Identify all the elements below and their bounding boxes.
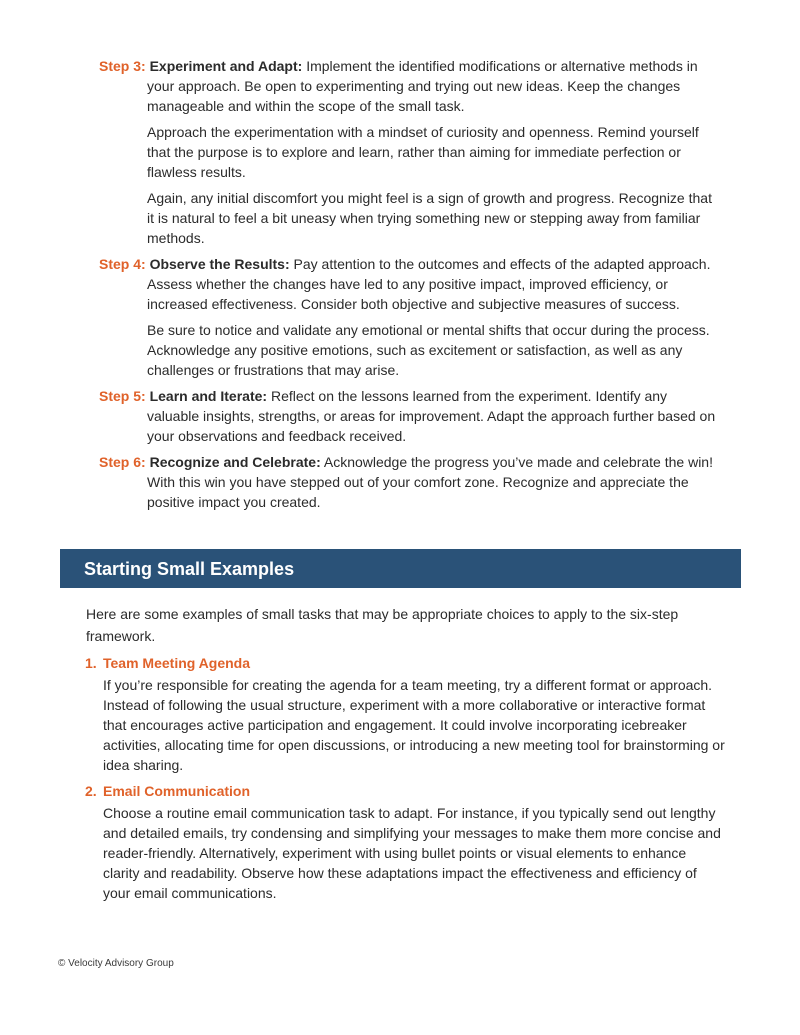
example-number: 2. [85, 783, 97, 799]
examples-list [85, 653, 725, 909]
steps-list [99, 56, 719, 518]
step-text: Reflect on the lessons learned from the experiment. Identify any valuable insights, strengths, or areas for improvement. Adapt the approach further based on your observations and feedback received. [147, 388, 716, 444]
step-label: Step 6: [99, 454, 146, 470]
example-item [85, 781, 725, 903]
example-body: Choose a routine email communication task to adapt. For instance, if you typically send out lengthy and detailed emails, try condensing and simplifying your messages to make them more concise and reader-friendly. Alternatively, experiment with using bullet points or visual elements to enhance clarity and readability. Observe how these adaptations impact the effectiveness and efficiency of your email communications. [103, 805, 721, 901]
example-number: 1. [85, 655, 97, 671]
step-4 [99, 254, 719, 380]
step-5 [99, 386, 719, 446]
step-label: Step 4: [99, 256, 146, 272]
example-title: Email Communication [103, 783, 251, 799]
example-title: Team Meeting Agenda [103, 655, 251, 671]
step-4-line [99, 254, 719, 314]
section-header-bar [60, 549, 741, 588]
step-text: Pay attention to the outcomes and effects of the adapted approach. Assess whether the changes have led to any positive impact, improved efficiency, or increased effectiveness. Consider both objective and subjective measures of success. [147, 256, 711, 312]
step-paragraph: Approach the experimentation with a mindset of curiosity and openness. Remind yourself that the purpose is to explore and learn, rather than aiming for immediate perfection or flawless results. [147, 124, 699, 180]
section-title: Starting Small Examples [84, 559, 295, 579]
step-title: Experiment and Adapt: [149, 58, 303, 74]
step-6 [99, 452, 719, 512]
step-3-line [99, 56, 719, 116]
step-paragraph: Be sure to notice and validate any emotional or mental shifts that occur during the process. Acknowledge any positive emotions, such as excitement or satisfaction, as well as any challenges or frustrations that may arise. [147, 322, 710, 378]
step-title: Recognize and Celebrate: [149, 454, 321, 470]
step-label: Step 5: [99, 388, 146, 404]
step-6-line [99, 452, 719, 512]
step-5-line [99, 386, 719, 446]
example-body: If you’re responsible for creating the agenda for a team meeting, try a different format or approach. Instead of following the usual structure, experiment with a more collaborative or interactive format that encourages active participation and engagement. It could involve incorporating icebreaker activities, allocating time for open discussions, or introducing a new meeting tool for brainstorming or idea sharing. [103, 677, 725, 773]
section-intro: Here are some examples of small tasks that may be appropriate choices to apply to the six-step framework. [86, 606, 679, 644]
example-heading [85, 781, 725, 801]
example-heading [85, 653, 725, 673]
example-item [85, 653, 725, 775]
step-text: Implement the identified modifications or alternative methods in your approach. Be open to experimenting and trying out new ideas. Keep the changes manageable and within the scope of the small task. [147, 58, 698, 114]
step-label: Step 3: [99, 58, 146, 74]
step-text: Acknowledge the progress you’ve made and celebrate the win! With this win you have stepped out of your comfort zone. Recognize and appreciate the positive impact you created. [147, 454, 713, 510]
step-title: Observe the Results: [149, 256, 290, 272]
footer-copyright: © Velocity Advisory Group [58, 958, 174, 969]
step-paragraph: Again, any initial discomfort you might feel is a sign of growth and progress. Recognize that it is natural to feel a bit uneasy when trying something new or stepping away from familiar methods. [147, 190, 712, 246]
step-title: Learn and Iterate: [149, 388, 268, 404]
step-3 [99, 56, 719, 248]
